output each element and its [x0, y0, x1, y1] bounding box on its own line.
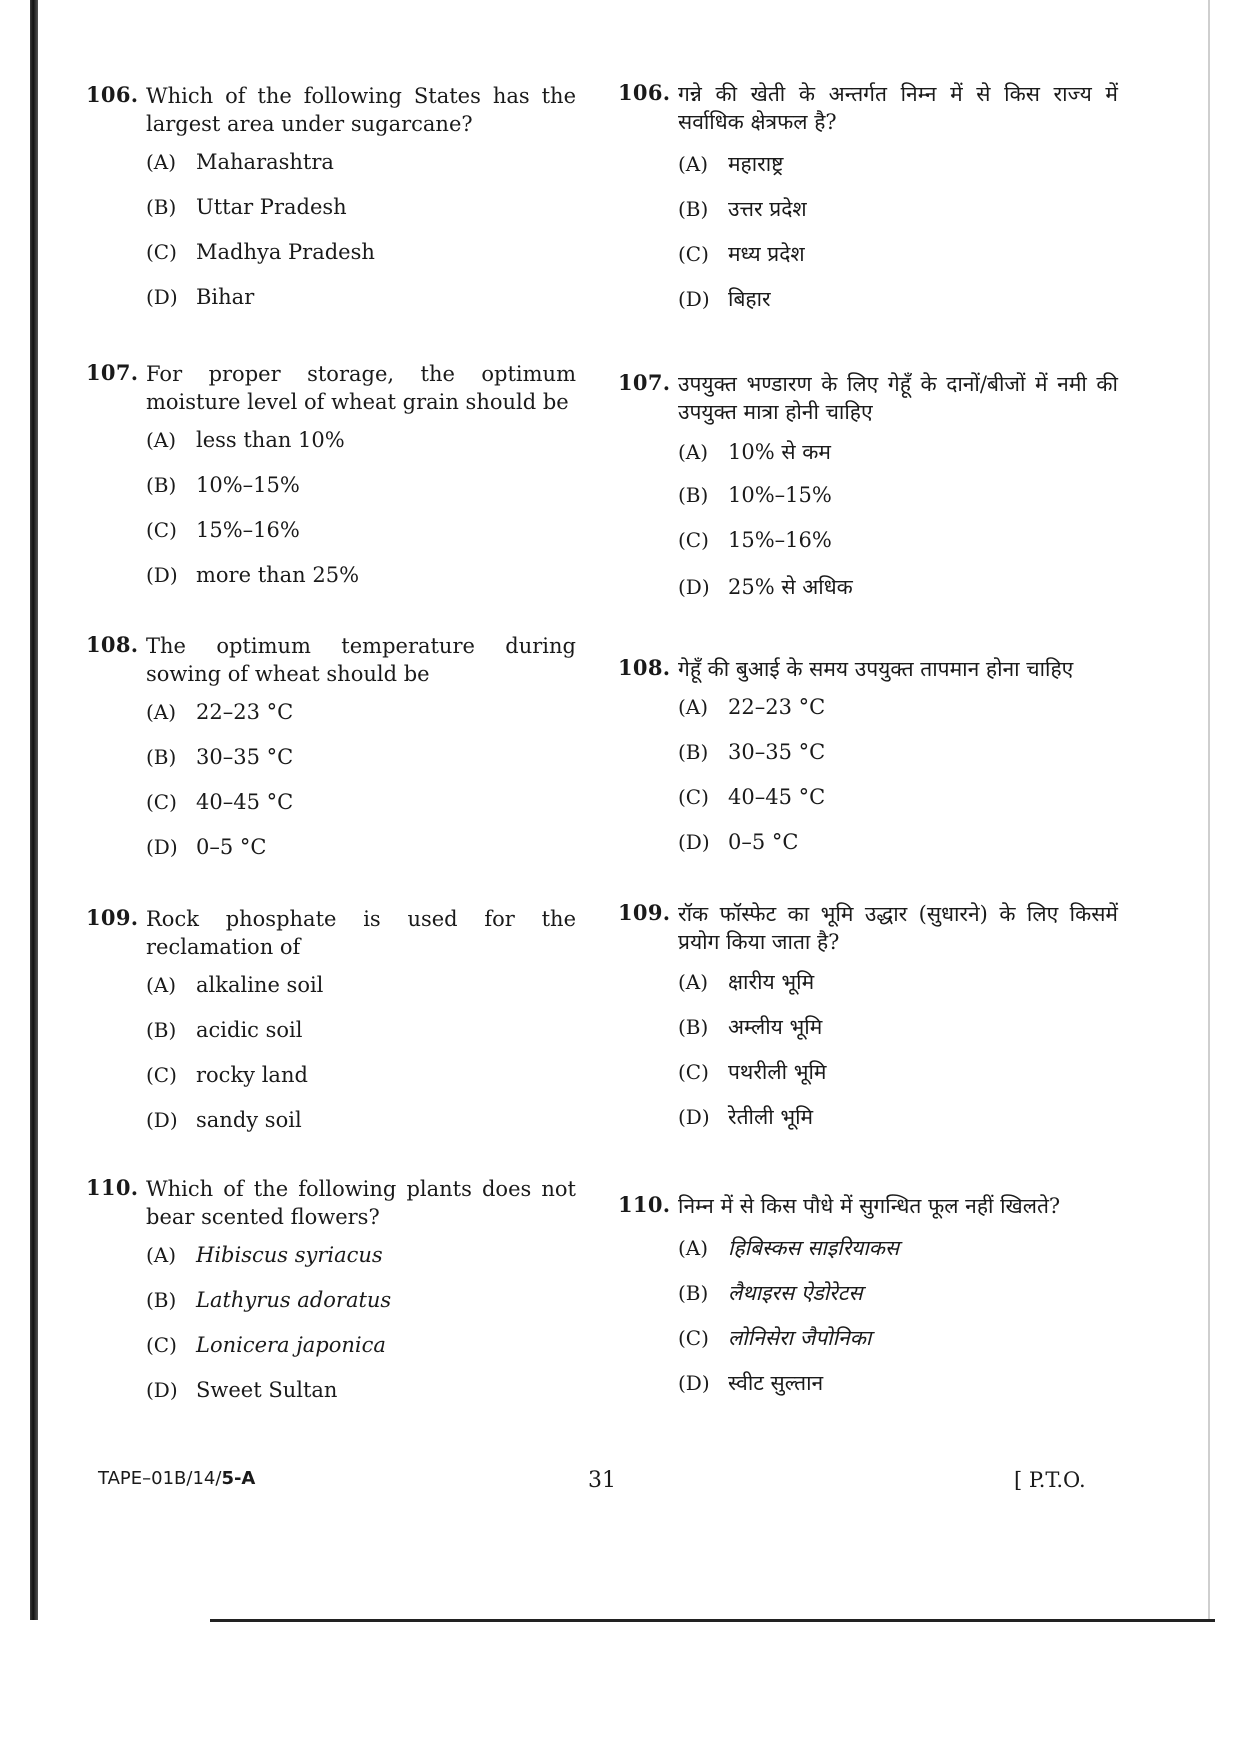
option-b: (B) अम्लीय भूमि — [678, 1015, 823, 1039]
option-c: (C) 40–45 °C — [678, 785, 826, 809]
question-107-hi — [618, 370, 1118, 618]
binding-edge — [30, 0, 38, 1620]
option-b: (B) 30–35 °C — [146, 745, 294, 769]
option-b: (B) 10%–15% — [678, 483, 832, 507]
option-d: (D) बिहार — [678, 287, 771, 311]
question-number: 110. — [618, 1192, 671, 1217]
question-text: Which of the following States has the largest area under sugarcane? — [146, 84, 576, 136]
option-a: (A) less than 10% — [146, 428, 345, 452]
question-text: गन्ने की खेती के अन्तर्गत निम्न में से किस राज्य में सर्वाधिक क्षेत्रफल है? — [678, 82, 1118, 134]
option-b: (B) acidic soil — [146, 1018, 303, 1042]
option-a: (A) क्षारीय भूमि — [678, 970, 815, 994]
option-c: (C) लोनिसेरा जैपोनिका — [678, 1326, 872, 1350]
question-108-en — [86, 632, 576, 880]
option-b: (B) Lathyrus adoratus — [146, 1288, 392, 1312]
option-a: (A) Hibiscus syriacus — [146, 1243, 383, 1267]
question-number: 110. — [86, 1175, 139, 1200]
option-b: (B) 10%–15% — [146, 473, 300, 497]
option-d: (D) sandy soil — [146, 1108, 302, 1132]
option-a: (A) Maharashtra — [146, 150, 334, 174]
question-text: रॉक फॉस्फेट का भूमि उद्धार (सुधारने) के लिए किसमें प्रयोग किया जाता है? — [678, 902, 1118, 954]
pto-label: [ P.T.O. — [1014, 1468, 1086, 1492]
question-number: 106. — [618, 80, 671, 105]
question-108-hi — [618, 655, 1118, 875]
option-a: (A) 22–23 °C — [678, 695, 826, 719]
bottom-rule — [210, 1619, 1215, 1622]
question-109-hi — [618, 900, 1118, 1148]
option-d: (D) Bihar — [146, 285, 255, 309]
option-c: (C) Madhya Pradesh — [146, 240, 375, 264]
option-c: (C) मध्य प्रदेश — [678, 242, 805, 266]
question-106-en — [86, 82, 576, 330]
option-b: (B) लैथाइरस ऐडोरेटस — [678, 1281, 863, 1305]
option-a: (A) 10% से कम — [678, 440, 831, 464]
question-number: 108. — [618, 655, 671, 680]
question-number: 109. — [86, 905, 139, 930]
question-text: गेहूँ की बुआई के समय उपयुक्त तापमान होना चाहिए — [678, 657, 1074, 681]
option-a: (A) 22–23 °C — [146, 700, 294, 724]
option-c: (C) 15%–16% — [678, 528, 832, 552]
option-d: (D) Sweet Sultan — [146, 1378, 338, 1402]
option-c: (C) 40–45 °C — [146, 790, 294, 814]
question-number: 108. — [86, 632, 139, 657]
question-number: 106. — [86, 82, 139, 107]
option-b: (B) उत्तर प्रदेश — [678, 197, 807, 221]
option-a: (A) हिबिस्कस साइरियाकस — [678, 1236, 900, 1260]
question-text: निम्न में से किस पौधे में सुगन्धित फूल नहीं खिलते? — [678, 1194, 1061, 1218]
option-c: (C) पथरीली भूमि — [678, 1060, 827, 1084]
option-b: (B) 30–35 °C — [678, 740, 826, 764]
question-109-en — [86, 905, 576, 1153]
option-c: (C) Lonicera japonica — [146, 1333, 386, 1357]
option-d: (D) 25% से अधिक — [678, 575, 853, 599]
option-d: (D) more than 25% — [146, 563, 360, 587]
question-106-hi — [618, 80, 1118, 330]
booklet-code: TAPE–01B/14/5-A — [98, 1468, 256, 1489]
question-number: 107. — [86, 360, 139, 385]
option-c: (C) 15%–16% — [146, 518, 300, 542]
question-107-en — [86, 360, 576, 608]
question-110-hi — [618, 1192, 1118, 1414]
option-a: (A) alkaline soil — [146, 973, 324, 997]
question-text: उपयुक्त भण्डारण के लिए गेहूँ के दानों/बीजों में नमी की उपयुक्त मात्रा होनी चाहिए — [678, 372, 1118, 424]
question-text: Rock phosphate is used for the reclamation of — [146, 907, 576, 959]
option-a: (A) महाराष्ट्र — [678, 152, 784, 176]
question-text: For proper storage, the optimum moisture level of wheat grain should be — [146, 362, 576, 414]
question-number: 109. — [618, 900, 671, 925]
page-number: 31 — [588, 1468, 616, 1493]
option-d: (D) 0–5 °C — [146, 835, 267, 859]
option-d: (D) 0–5 °C — [678, 830, 799, 854]
option-b: (B) Uttar Pradesh — [146, 195, 347, 219]
option-d: (D) रेतीली भूमि — [678, 1105, 814, 1129]
question-text: The optimum temperature during sowing of wheat should be — [146, 634, 576, 686]
question-number: 107. — [618, 370, 671, 395]
question-text: Which of the following plants does not bear scented flowers? — [146, 1177, 576, 1229]
option-c: (C) rocky land — [146, 1063, 308, 1087]
page-edge — [1208, 0, 1210, 1620]
question-110-en — [86, 1175, 576, 1423]
option-d: (D) स्वीट सुल्तान — [678, 1371, 824, 1395]
